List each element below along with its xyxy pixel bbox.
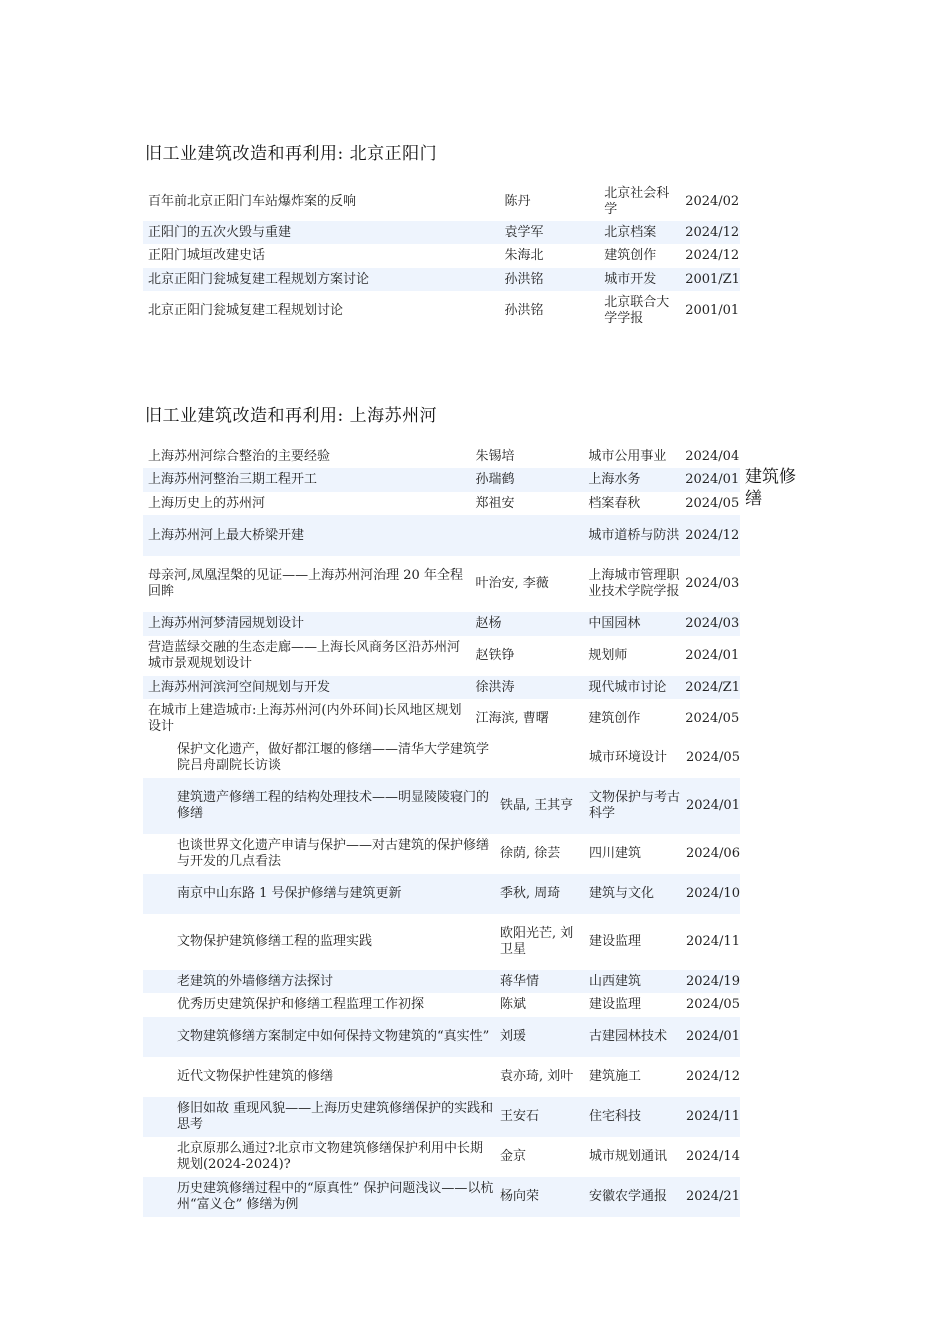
title-cell: 正阳门城垣改建史话 xyxy=(148,248,266,263)
date-cell: 2024/14 xyxy=(685,1149,740,1164)
title-cell: 也谈世界文化遗产申请与保护——对古建筑的保护修缮与开发的几点看法 xyxy=(177,838,490,869)
date-cell: 2024/11 xyxy=(681,1097,740,1137)
title-cell: 母亲河,凤凰涅槃的见证——上海苏州河治理 20 年全程回眸 xyxy=(148,568,463,599)
source-cell: 建筑与文化 xyxy=(584,874,681,914)
date-cell: 2024/05 xyxy=(685,495,740,511)
source-cell: 建设监理 xyxy=(588,934,641,949)
title-cell: 上海苏州河上最大桥梁开建 xyxy=(143,515,471,556)
title-cell: 文物建筑修缮方案制定中如何保持文物建筑的“真实性” xyxy=(143,1017,495,1057)
table-row xyxy=(143,699,740,739)
table-row xyxy=(143,612,740,636)
author-cell: 陈斌 xyxy=(499,997,526,1012)
date-cell: 2024/04 xyxy=(685,449,740,464)
source-cell: 古建园林技术 xyxy=(584,1017,681,1057)
table-row xyxy=(143,1137,740,1177)
date-cell: 2024/12 xyxy=(685,1069,740,1084)
author-cell xyxy=(471,515,584,556)
author-cell: 孙瑞鹤 xyxy=(471,468,584,492)
title-cell: 修旧如故 重现风貌——上海历史建筑修缮保护的实践和思考 xyxy=(143,1097,495,1137)
title-cell: 上海苏州河综合整治的主要经验 xyxy=(148,449,331,464)
title-cell: 建筑遗产修缮工程的结构处理技术——明显陵陵寝门的修缮 xyxy=(143,778,495,834)
author-cell: 陈丹 xyxy=(504,194,531,209)
table-row xyxy=(143,778,740,834)
author-cell: 徐荫, 徐芸 xyxy=(499,846,561,861)
table-row xyxy=(143,446,740,468)
title-cell: 优秀历史建筑保护和修缮工程监理工作初探 xyxy=(177,997,425,1012)
author-cell: 欧阳光芒, 刘卫星 xyxy=(499,926,574,957)
table-row xyxy=(143,834,740,874)
table-row xyxy=(143,492,740,515)
author-cell xyxy=(495,738,584,778)
table-row xyxy=(143,874,740,914)
author-cell: 铁晶, 王其亨 xyxy=(495,778,584,834)
source-cell: 城市公用事业 xyxy=(588,449,667,464)
source-cell: 城市开发 xyxy=(599,268,680,291)
date-cell: 2024/12 xyxy=(685,248,740,263)
source-cell: 北京档案 xyxy=(599,221,680,244)
date-cell: 2024/03 xyxy=(685,576,740,591)
author-cell: 袁亦琦, 刘叶 xyxy=(499,1069,574,1084)
title-cell: 营造蓝绿交融的生态走廊——上海长风商务区沿苏州河城市景观规划设计 xyxy=(148,640,461,671)
date-cell: 2024/12 xyxy=(680,221,740,244)
source-cell: 档案春秋 xyxy=(588,495,641,511)
source-cell: 山西建筑 xyxy=(584,970,681,993)
section-title-zhengyangmen: 旧工业建筑改造和再利用: 北京正阳门 xyxy=(145,144,438,164)
date-cell: 2024/03 xyxy=(680,612,740,636)
source-cell: 建筑创作 xyxy=(588,711,641,726)
title-cell: 历史建筑修缮过程中的“原真性” 保护问题浅议——以杭州“富义仓” 修缮为例 xyxy=(143,1177,495,1217)
title-cell: 北京正阳门瓮城复建工程规划方案讨论 xyxy=(143,268,499,291)
source-cell: 安徽农学通报 xyxy=(584,1177,681,1217)
date-cell: 2001/01 xyxy=(685,302,740,318)
author-cell: 赵杨 xyxy=(471,612,584,636)
source-cell: 上海城市管理职业技术学院学报 xyxy=(588,568,680,599)
source-cell: 建筑施工 xyxy=(588,1069,641,1084)
author-cell: 季秋, 周琦 xyxy=(495,874,584,914)
date-cell: 2024/01 xyxy=(685,648,740,663)
section-title-suzhou-creek: 旧工业建筑改造和再利用: 上海苏州河 xyxy=(145,406,438,426)
table-row xyxy=(143,1097,740,1137)
title-cell: 在城市上建造城市:上海苏州河(内外环间)长风地区规划设计 xyxy=(148,703,462,734)
table-row xyxy=(143,1057,740,1097)
source-cell: 上海水务 xyxy=(583,468,680,492)
title-cell: 北京原那么通过?北京市文物建筑修缮保护利用中长期规划(2024-2024)? xyxy=(177,1141,483,1172)
title-cell: 文物保护建筑修缮工程的监理实践 xyxy=(177,934,373,949)
table-row xyxy=(143,268,740,291)
zhengyangmen-table xyxy=(143,183,740,330)
table-row xyxy=(143,914,740,970)
author-cell: 朱锡培 xyxy=(475,449,515,464)
date-cell: 2024/01 xyxy=(681,1017,740,1057)
source-cell: 现代城市讨论 xyxy=(583,676,680,699)
date-cell: 2024/02 xyxy=(685,194,740,209)
author-cell: 叶治安, 李薇 xyxy=(475,576,549,591)
date-cell: 2024/11 xyxy=(685,934,740,949)
date-cell: 2024/12 xyxy=(680,515,740,556)
author-cell: 刘瑗 xyxy=(495,1017,584,1057)
date-cell: 2024/Z1 xyxy=(680,676,740,699)
source-cell: 建筑创作 xyxy=(604,248,657,263)
table-row xyxy=(143,183,740,221)
side-heading-building-repair: 建筑修缮 xyxy=(745,467,796,509)
date-cell: 2024/01 xyxy=(681,778,740,834)
date-cell: 2024/05 xyxy=(685,750,740,765)
table-row xyxy=(143,291,740,330)
title-cell: 正阳门的五次火毁与重建 xyxy=(143,221,499,244)
source-cell: 文物保护与考古科学 xyxy=(584,778,681,834)
table-row xyxy=(143,636,740,676)
source-cell: 住宅科技 xyxy=(584,1097,681,1137)
title-cell: 北京正阳门瓮城复建工程规划讨论 xyxy=(148,302,344,318)
source-cell: 城市规划通讯 xyxy=(588,1149,667,1164)
table-row xyxy=(143,676,740,699)
source-cell: 四川建筑 xyxy=(588,846,641,861)
author-cell: 孙洪铭 xyxy=(499,268,599,291)
source-cell: 城市环境设计 xyxy=(588,750,667,765)
date-cell: 2024/21 xyxy=(681,1177,740,1217)
table-row xyxy=(143,221,740,244)
author-cell: 孙洪铭 xyxy=(504,302,544,318)
title-cell: 保护文化遗产，做好都江堰的修缮——清华大学建筑学院吕舟副院长访谈 xyxy=(177,742,490,773)
table-row xyxy=(143,244,740,268)
title-cell: 上海苏州河梦清园规划设计 xyxy=(143,612,471,636)
author-cell: 徐洪涛 xyxy=(471,676,584,699)
source-cell: 城市道桥与防洪 xyxy=(583,515,680,556)
author-cell: 袁学军 xyxy=(499,221,599,244)
date-cell: 2024/06 xyxy=(685,846,740,861)
table-row xyxy=(143,1177,740,1217)
author-cell: 朱海北 xyxy=(504,248,544,263)
source-cell: 北京联合大学学报 xyxy=(604,294,670,326)
title-cell: 上海苏州河滨河空间规划与开发 xyxy=(143,676,471,699)
author-cell: 江海滨, 曹曙 xyxy=(475,711,549,726)
date-cell: 2024/01 xyxy=(680,468,740,492)
author-cell: 杨向荣 xyxy=(495,1177,584,1217)
table-row xyxy=(143,468,740,492)
title-cell: 南京中山东路 1 号保护修缮与建筑更新 xyxy=(143,874,495,914)
suzhou-creek-table xyxy=(143,446,740,739)
title-cell: 上海苏州河整治三期工程开工 xyxy=(143,468,471,492)
source-cell: 中国园林 xyxy=(583,612,680,636)
source-cell: 建设监理 xyxy=(588,997,641,1012)
table-row xyxy=(143,738,740,778)
table-row xyxy=(143,515,740,556)
building-repair-table xyxy=(143,738,740,1217)
source-cell: 北京社会科学 xyxy=(604,186,670,217)
date-cell: 2024/10 xyxy=(681,874,740,914)
table-row xyxy=(143,970,740,993)
author-cell: 郑祖安 xyxy=(475,495,515,511)
author-cell: 蒋华情 xyxy=(495,970,584,993)
title-cell: 上海历史上的苏州河 xyxy=(148,495,266,511)
title-cell: 近代文物保护性建筑的修缮 xyxy=(177,1069,334,1084)
date-cell: 2001/Z1 xyxy=(680,268,740,291)
date-cell: 2024/19 xyxy=(681,970,740,993)
table-row xyxy=(143,556,740,612)
source-cell: 规划师 xyxy=(588,648,628,663)
date-cell: 2024/05 xyxy=(685,997,740,1012)
table-row xyxy=(143,993,740,1017)
title-cell: 百年前北京正阳门车站爆炸案的反响 xyxy=(148,194,357,209)
title-cell: 老建筑的外墙修缮方法探讨 xyxy=(143,970,495,993)
author-cell: 赵铁铮 xyxy=(475,648,515,663)
table-row xyxy=(143,1017,740,1057)
author-cell: 王安石 xyxy=(495,1097,584,1137)
date-cell: 2024/05 xyxy=(685,711,740,726)
author-cell: 金京 xyxy=(499,1149,526,1164)
